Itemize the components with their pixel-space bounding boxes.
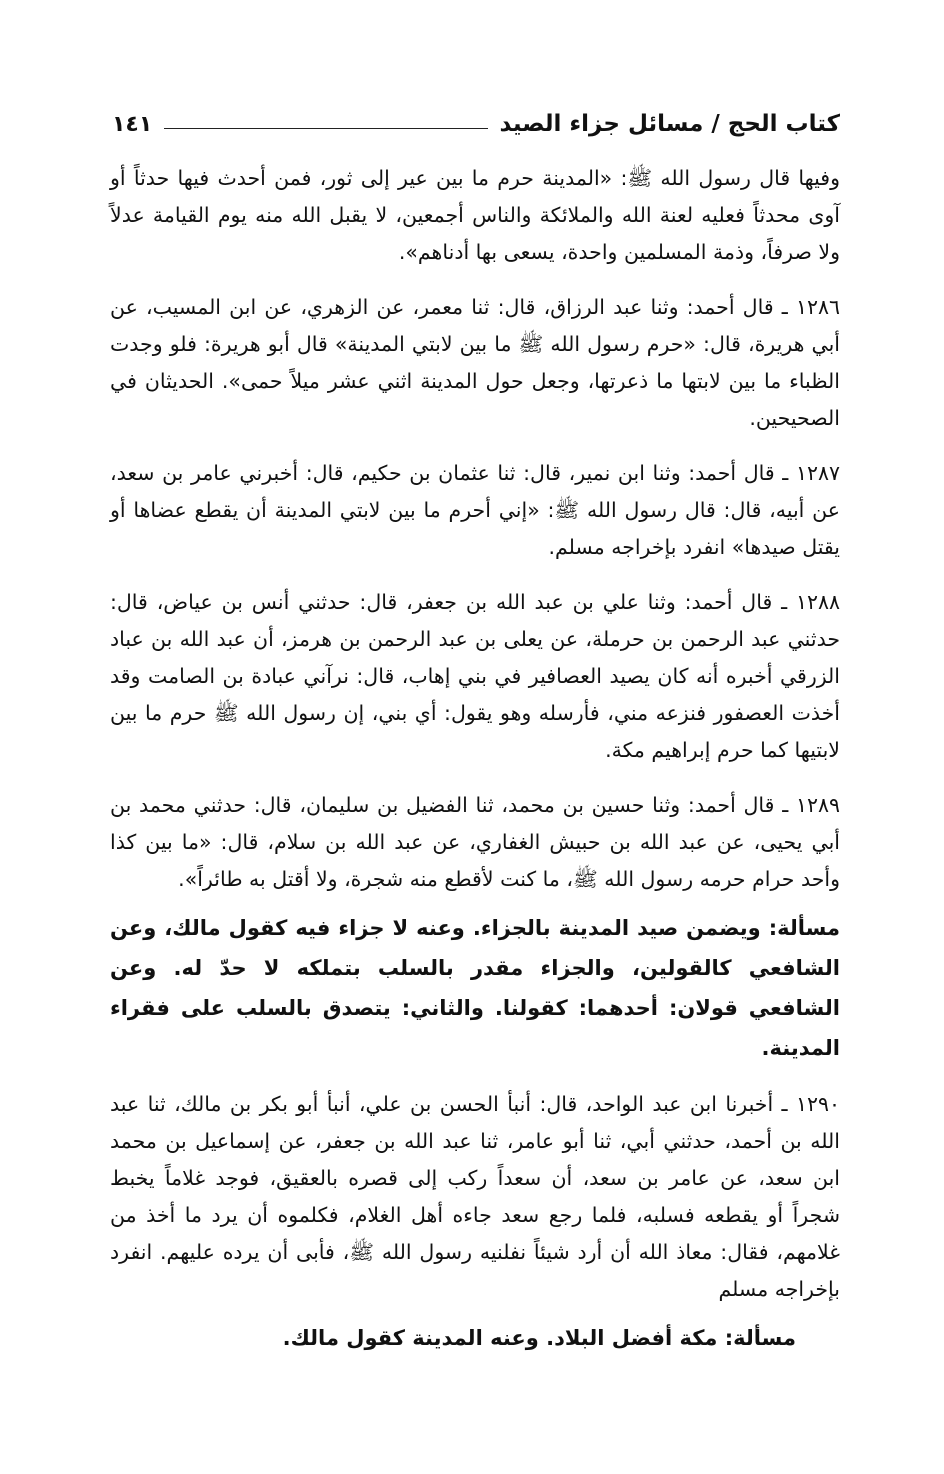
- hadith-paragraph: ١٢٨٨ ـ قال أحمد: وثنا علي بن عبد الله بن جعفر، قال: حدثني أنس بن عياض، قال: حدثني عبد الرحمن بن حرملة، عن يعلى بن عبد الرحمن بن هرمز، أن عبد الله بن عباد الزرقي أخبره أنه كان يصيد العصافير في بني إهاب، قال: نرآني عبادة بن الصامت وقد أخذت العصفور فنزعه مني، فأرسله وهو يقول: أي بني، إن رسول الله ﷺ حرم ما بين لابتيها كما حرم إبراهيم مكة.: [110, 590, 840, 762]
- issue-paragraph: مسألة: ويضمن صيد المدينة بالجزاء. وعنه لا جزاء فيه كقول مالك، وعن الشافعي كالقولين، والجزاء مقدر بالسلب بتملكه لا حدّ له. وعن الشافعي قولان: أحدهما: كقولنا. والثاني: يتصدق بالسلب على فقراء المدينة.: [110, 916, 840, 1060]
- hadith-paragraph: ١٢٨٧ ـ قال أحمد: وثنا ابن نمير، قال: ثنا عثمان بن حكيم، قال: أخبرني عامر بن سعد، عن أبيه، قال: قال رسول الله ﷺ: «إني أحرم ما بين لابتي المدينة أن يقطع عضاها أو يقتل صيدها» انفرد بإخراجه مسلم.: [110, 461, 840, 559]
- page-body: [110, 160, 840, 1376]
- header-rule: [164, 128, 487, 129]
- issue-paragraph: مسألة: مكة أفضل البلاد. وعنه المدينة كقول مالك.: [282, 1326, 796, 1350]
- hadith-paragraph: ١٢٩٠ ـ أخبرنا ابن عبد الواحد، قال: أنبأ الحسن بن علي، أنبأ أبو بكر بن مالك، ثنا عبد الله بن أحمد، حدثني أبي، ثنا أبو عامر، ثنا عبد الله بن جعفر، عن إسماعيل بن محمد ابن سعد، عن عامر بن سعد، أن سعداً ركب إلى قصره بالعقيق، فوجد غلاماً يخبط شجراً أو يقطعه فسلبه، فلما رجع سعد جاءه أهل الغلام، فكلموه أن يرد ما أخذ من غلامهم، فقال: معاذ الله أن أرد شيئاً نفلنيه رسول الله ﷺ، فأبى أن يرده عليهم. انفرد بإخراجه مسلم: [110, 1092, 840, 1301]
- running-title: كتاب الحج / مسائل جزاء الصيد: [499, 111, 840, 137]
- hadith-paragraph: ١٢٨٩ ـ قال أحمد: وثنا حسين بن محمد، ثنا الفضيل بن سليمان، قال: حدثني محمد بن أبي يحيى، عن عبد الله بن حبيش الغفاري، عن عبد الله بن سلام، قال: «ما بين كذا وأحد حرام حرمه رسول الله ﷺ، ما كنت لأقطع منه شجرة، ولا أقتل به طائراً».: [110, 793, 840, 891]
- page-number: ١٤١: [112, 111, 153, 137]
- hadith-paragraph: ١٢٨٦ ـ قال أحمد: وثنا عبد الرزاق، قال: ثنا معمر، عن الزهري، عن ابن المسيب، عن أبي هريرة، قال: «حرم رسول الله ﷺ ما بين لابتي المدينة» قال أبو هريرة: فلو وجدت الظباء ما بين لابتها ما ذعرتها، وجعل حول المدينة اثني عشر ميلاً حمى». الحديثان في الصحيحين.: [110, 295, 840, 430]
- page-header: [112, 106, 840, 142]
- hadith-paragraph: وفيها قال رسول الله ﷺ: «المدينة حرم ما بين عير إلى ثور، فمن أحدث فيها حدثاً أو آوى محدثاً فعليه لعنة الله والملائكة والناس أجمعين، لا يقبل الله منه يوم القيامة عدلاً ولا صرفاً، وذمة المسلمين واحدة، يسعى بها أدناهم».: [110, 166, 840, 264]
